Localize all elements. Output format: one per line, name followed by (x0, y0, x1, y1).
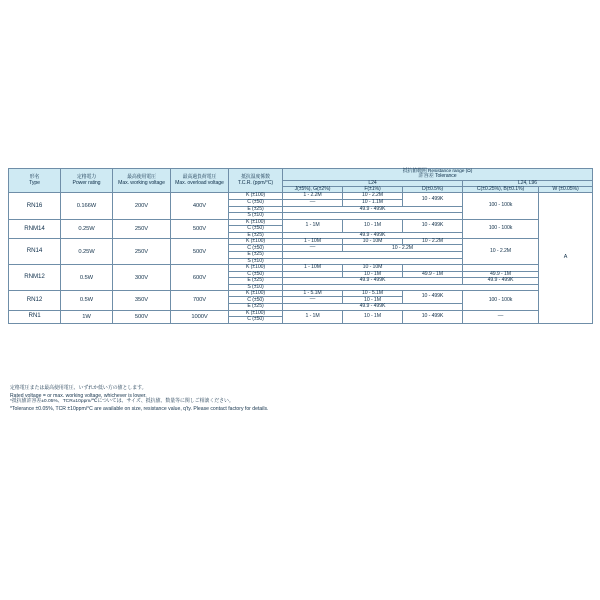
cell-tcr: C (±50) (229, 271, 283, 277)
cell-range-merged: 49.9 - 499K (283, 206, 463, 212)
cell-working-voltage: 500V (113, 310, 171, 323)
cell-working-voltage: 250V (113, 219, 171, 238)
cell-range-d: 10 - 499K (403, 291, 463, 304)
cell-tcr: E (±25) (229, 206, 283, 212)
cell-range-c-b: 100 - 100k (463, 219, 539, 238)
cell-range-d: 49.9 - 1M (403, 271, 463, 277)
cell-range-j-g: 1 - 2.2M (283, 193, 343, 199)
header-tol-c-b: C(±0.25%), B(±0.1%) (463, 186, 539, 192)
cell-range-d: 10 - 499K (403, 310, 463, 323)
cell-range-c-b: — (463, 310, 539, 323)
header-tol-f: F(±1%) (343, 186, 403, 192)
cell-range-c-b: 100 - 100k (463, 193, 539, 219)
cell-overload-voltage: 400V (171, 193, 229, 219)
cell-range-d: 10 - 499K (403, 219, 463, 232)
header-resistance-range-group: 抵抗値範囲 Resistance range (Ω) 許容差 Tolerance (283, 169, 593, 181)
footnote-4: *Tolerance ±0.05%, TCR ±10ppm/°C are available on size, resistance value, q'ty. Please contact factory for details. (10, 406, 269, 413)
cell-range-d: 10 - 2.2M (403, 238, 463, 244)
cell-tcr: E (±25) (229, 252, 283, 258)
cell-range-f: 10 - 2.2M (343, 193, 403, 199)
cell-range-j-g: 1 - 1M (283, 219, 343, 232)
cell-power: 0.166W (61, 193, 113, 219)
header-max-overload-voltage: 最高過負荷電圧 Max. overload voltage (171, 169, 229, 193)
cell-range-c-b: 49.9 - 499K (463, 278, 539, 284)
cell-working-voltage: 200V (113, 193, 171, 219)
cell-type: RN14 (9, 238, 61, 264)
header-max-working-voltage: 最高使用電圧 Max. working voltage (113, 169, 171, 193)
cell-power: 0.5W (61, 291, 113, 311)
cell-range-f: 10 - 1M (343, 219, 403, 232)
cell-tcr: K (±100) (229, 265, 283, 271)
cell-range-merged: 49.9 - 499K (283, 304, 463, 310)
cell-range-w: A (539, 193, 593, 323)
cell-type: RN16 (9, 193, 61, 219)
cell-range-c-b: 10 - 2.2M (463, 238, 539, 264)
cell-range-j-g: 1 - 10M (283, 265, 343, 271)
cell-range-c-b: 49.9 - 1M (463, 271, 539, 277)
cell-type: RN12 (9, 291, 61, 311)
cell-type: RNM12 (9, 265, 61, 291)
cell-range-f: 10 - 1M (343, 297, 403, 304)
cell-overload-voltage: 500V (171, 219, 229, 238)
cell-type: RN1 (9, 310, 61, 323)
cell-range-j-g: — (283, 297, 343, 304)
cell-tcr: S (±10) (229, 213, 283, 219)
cell-tcr: C (±50) (229, 199, 283, 206)
cell-tcr: E (±25) (229, 278, 283, 284)
cell-range-f: 10 - 10M (343, 238, 403, 244)
cell-overload-voltage: 600V (171, 265, 229, 291)
resistor-spec-table (8, 168, 593, 324)
cell-range-merged: 49.9 - 499K (283, 278, 463, 284)
cell-tcr: C (±50) (229, 297, 283, 304)
footnote-1: 定格電圧または最高使用電圧、いずれか低い方の値とします。 (10, 386, 147, 391)
cell-working-voltage: 300V (113, 265, 171, 291)
footnote-3: *抵抗値許容差±0.05%、TCR±10ppm/℃については、サイズ、抵抗値、数量等に関しご相談ください。 (10, 399, 234, 405)
cell-tcr: C (±50) (229, 226, 283, 232)
cell-tcr: E (±25) (229, 232, 283, 238)
cell-range-j-g: — (283, 199, 343, 206)
cell-range-f: 10 - 1.1M (343, 199, 403, 206)
cell-range-merged: 10 - 2.2M (343, 245, 463, 252)
footnote-2: Rated voltage = or max. working voltage, whichever is lower. (10, 392, 147, 399)
header-group-l24: L24 (283, 180, 463, 186)
cell-tcr: S (±10) (229, 284, 283, 290)
cell-tcr: C (±50) (229, 317, 283, 323)
spec-sheet (8, 168, 592, 324)
footnotes (10, 386, 590, 413)
header-tcr: 抵抗温度係数 T.C.R. (ppm/°C) (229, 169, 283, 193)
header-group-l24-l96: L24, L96 (463, 180, 593, 186)
cell-range-j-g: 1 - 5.1M (283, 291, 343, 297)
header-tol-j-g: J(±5%), G(±2%) (283, 186, 343, 192)
cell-tcr: K (±100) (229, 310, 283, 316)
cell-tcr: C (±50) (229, 245, 283, 252)
header-tol-w: W (±0.05%) (539, 186, 593, 192)
cell-range-j-g: — (283, 245, 343, 252)
cell-overload-voltage: 500V (171, 238, 229, 264)
header-tol-d: D(±0.5%) (403, 186, 463, 192)
cell-overload-voltage: 1000V (171, 310, 229, 323)
cell-power: 0.25W (61, 238, 113, 264)
cell-tcr: K (±100) (229, 219, 283, 225)
cell-range-j-g: 1 - 1M (283, 310, 343, 323)
cell-range-c-b: 100 - 100k (463, 291, 539, 311)
cell-range-f: 10 - 5.1M (343, 291, 403, 297)
cell-range-d: 10 - 499K (403, 193, 463, 206)
cell-tcr: K (±100) (229, 291, 283, 297)
cell-tcr: E (±25) (229, 304, 283, 310)
cell-range-merged: 49.9 - 499K (283, 232, 463, 238)
cell-tcr: S (±10) (229, 258, 283, 264)
cell-type: RNM14 (9, 219, 61, 238)
header-power-rating: 定格電力 Power rating (61, 169, 113, 193)
table-body (9, 193, 593, 323)
table-row (9, 219, 593, 225)
cell-power: 1W (61, 310, 113, 323)
cell-working-voltage: 350V (113, 291, 171, 311)
cell-range-f: 10 - 10M (343, 265, 403, 271)
table-header-row-1 (9, 169, 593, 181)
cell-range-j-g: 1 - 10M (283, 238, 343, 244)
cell-tcr: K (±100) (229, 193, 283, 199)
table-row (9, 310, 593, 316)
cell-power: 0.5W (61, 265, 113, 291)
cell-overload-voltage: 700V (171, 291, 229, 311)
header-type: 形名 Type (9, 169, 61, 193)
cell-tcr: K (±100) (229, 238, 283, 244)
cell-working-voltage: 250V (113, 238, 171, 264)
cell-range-f: 10 - 1M (343, 271, 403, 277)
cell-power: 0.25W (61, 219, 113, 238)
cell-range-f: 10 - 1M (343, 310, 403, 323)
